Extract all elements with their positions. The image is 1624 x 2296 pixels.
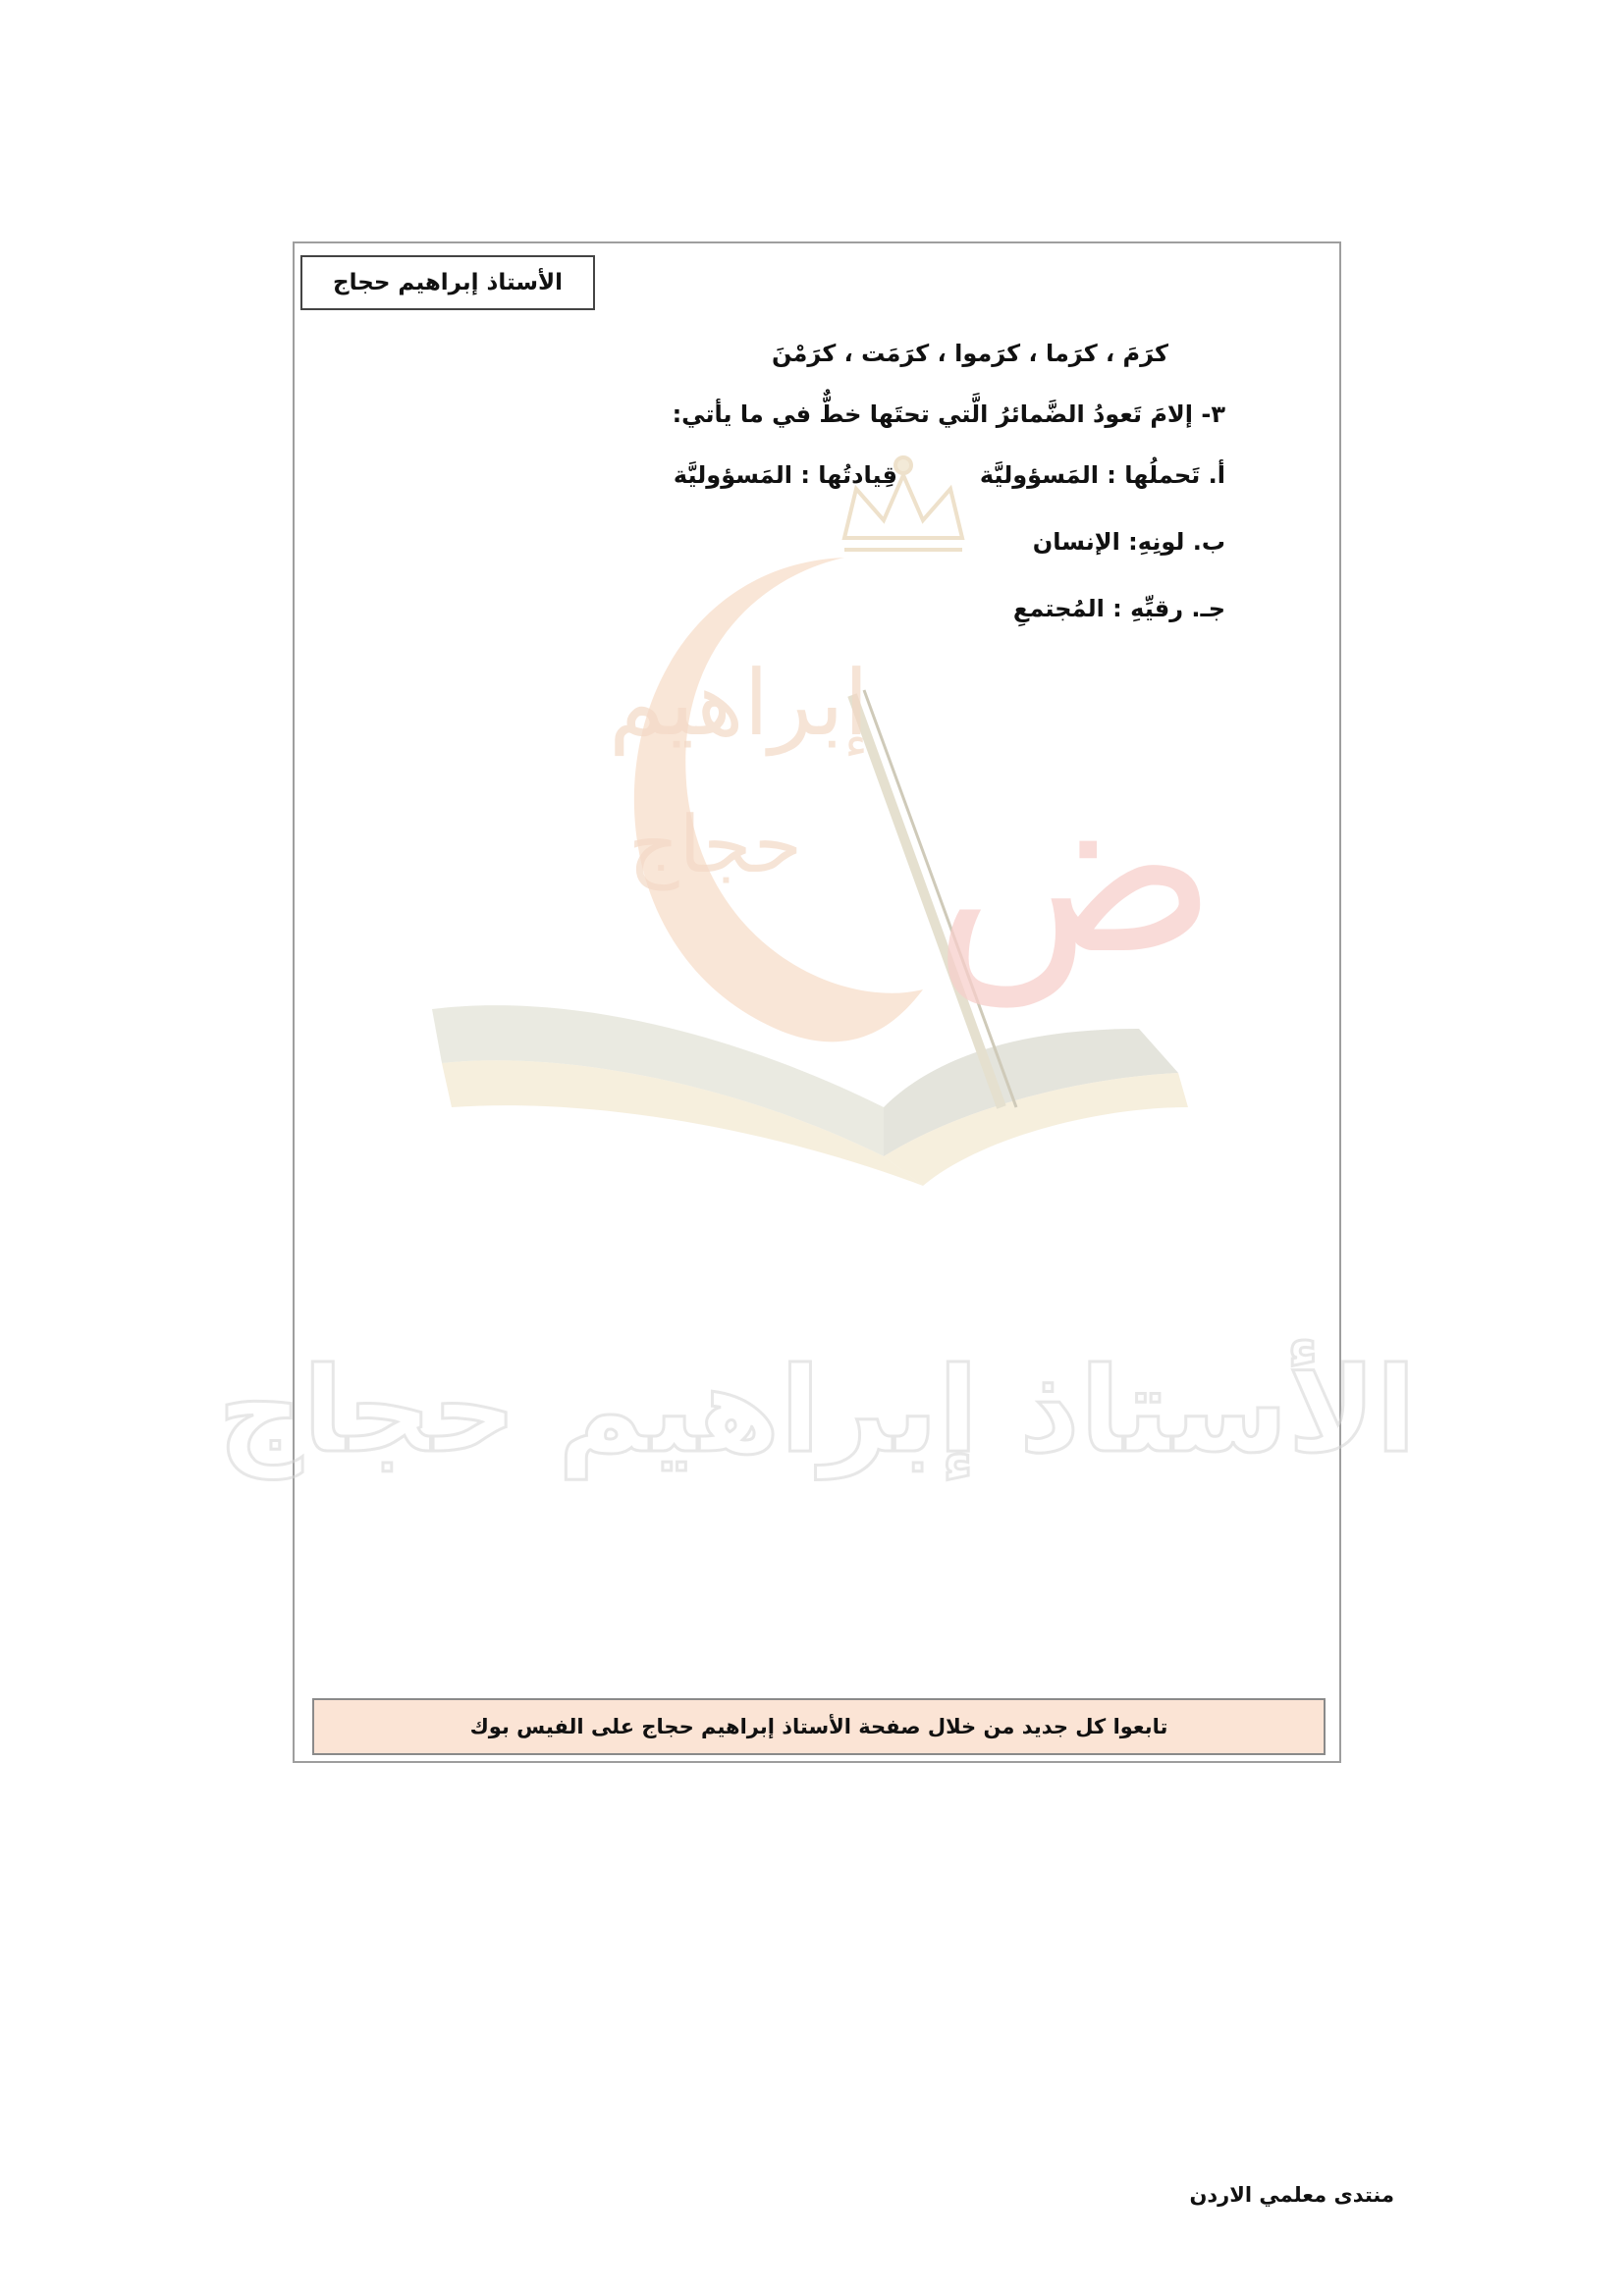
worksheet-frame bbox=[217, 241, 1417, 1763]
author-header-box bbox=[300, 255, 595, 310]
forum-name: منتدى معلمي الاردن bbox=[1189, 2183, 1394, 2207]
question-heading: ٣- إلامَ تَعودُ الضَّمائرُ الَّتي تحتَها خطٌّ في ما يأتي: bbox=[672, 400, 1225, 428]
answer-a-first: أ. تَحملُها : المَسؤوليَّة bbox=[979, 461, 1225, 489]
verb-forms-line: كرَمَ ، كرَما ، كرَموا ، كرَمَت ، كرَمْنَ bbox=[771, 340, 1168, 367]
answer-b: ب. لونِهِ: الإنسان bbox=[1032, 528, 1225, 556]
footer-note-text: تابعوا كل جديد من خلال صفحة الأستاذ إبراهيم حجاج على الفيس بوك bbox=[469, 1715, 1168, 1738]
logo-name-2: حجاج bbox=[628, 799, 803, 890]
logo-letter: ض bbox=[933, 731, 1218, 1006]
brand-watermark-text: الأستاذ إبراهيم حجاج bbox=[217, 1343, 1417, 1479]
author-header-text: الأستاذ إبراهيم حجاج bbox=[333, 270, 563, 295]
answer-c: جـ. رقيِّهِ : المُجتمعِ bbox=[1012, 595, 1225, 622]
answer-a-second: قِيادتُها : المَسؤوليَّة bbox=[673, 461, 897, 489]
footer-note-box bbox=[312, 1698, 1326, 1755]
logo-name-1: إبراهيم bbox=[609, 651, 869, 756]
